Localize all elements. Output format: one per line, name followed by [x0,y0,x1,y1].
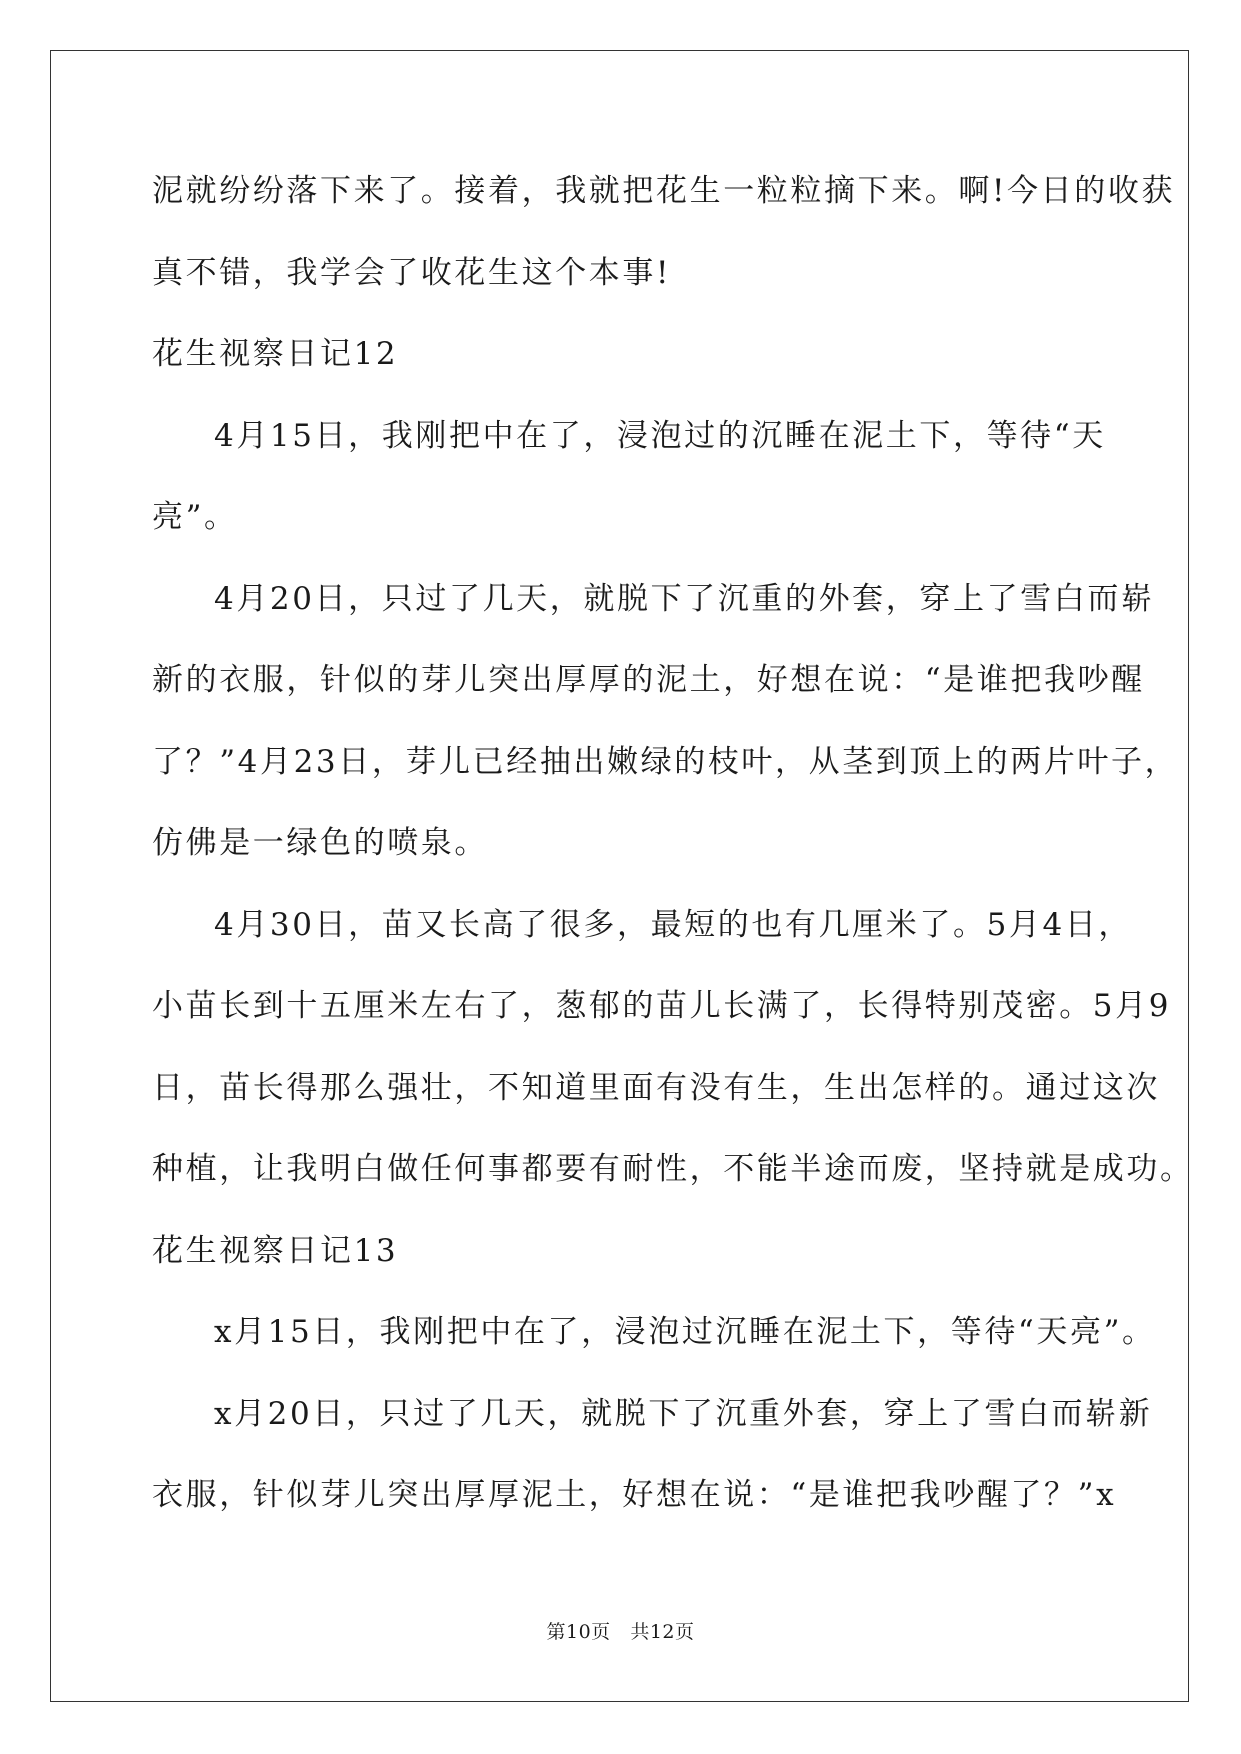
paragraph-start: 4月30日，苗又长高了很多，最短的也有几厘米了。5月4日， [214,906,1133,943]
document-body [152,160,1194,1546]
paragraph-start: x月15日，我刚把中在了，浸泡过沉睡在泥土下，等待“天亮”。 [214,1314,1156,1350]
text-line: 泥就纷纷落下来了。接着，我就把花生一粒粒摘下来。啊!今日的收获 [152,173,1176,209]
section-heading: 花生视察日记12 [152,336,399,372]
text-line: 小苗长到十五厘米左右了，葱郁的苗儿长满了，长得特别茂密。5月9 [152,988,1172,1024]
text-line: 衣服，针似芽儿突出厚厚泥土，好想在说：“是谁把我吵醒了？”x [152,1477,1117,1513]
paragraph-start: 4月15日，我刚把中在了，浸泡过的沉睡在泥土下，等待“天 [214,417,1106,454]
text-line: 新的衣服，针似的芽儿突出厚厚的泥土，好想在说：“是谁把我吵醒 [152,662,1145,698]
page-total: 共12页 [630,1621,695,1643]
page-footer [0,1617,1241,1644]
text-line: 日，苗长得那么强壮，不知道里面有没有生，生出怎样的。通过这次 [152,1069,1160,1106]
paragraph-start: x月20日，只过了几天，就脱下了沉重外套，穿上了雪白而崭新 [214,1395,1153,1432]
text-line: 亮”。 [152,499,238,535]
page-number: 第10页 [546,1621,611,1643]
section-heading: 花生视察日记13 [152,1232,399,1269]
text-line: 仿佛是一绿色的喷泉。 [152,825,488,861]
text-line: 真不错，我学会了收花生这个本事! [152,254,672,291]
text-line: 种植，让我明白做任何事都要有耐性，不能半途而废，坚持就是成功。 [152,1151,1194,1187]
paragraph-start: 4月20日，只过了几天，就脱下了沉重的外套，穿上了雪白而崭 [214,580,1155,617]
text-line: 了？”4月23日，芽儿已经抽出嫩绿的枝叶，从茎到顶上的两片叶子， [152,743,1179,780]
